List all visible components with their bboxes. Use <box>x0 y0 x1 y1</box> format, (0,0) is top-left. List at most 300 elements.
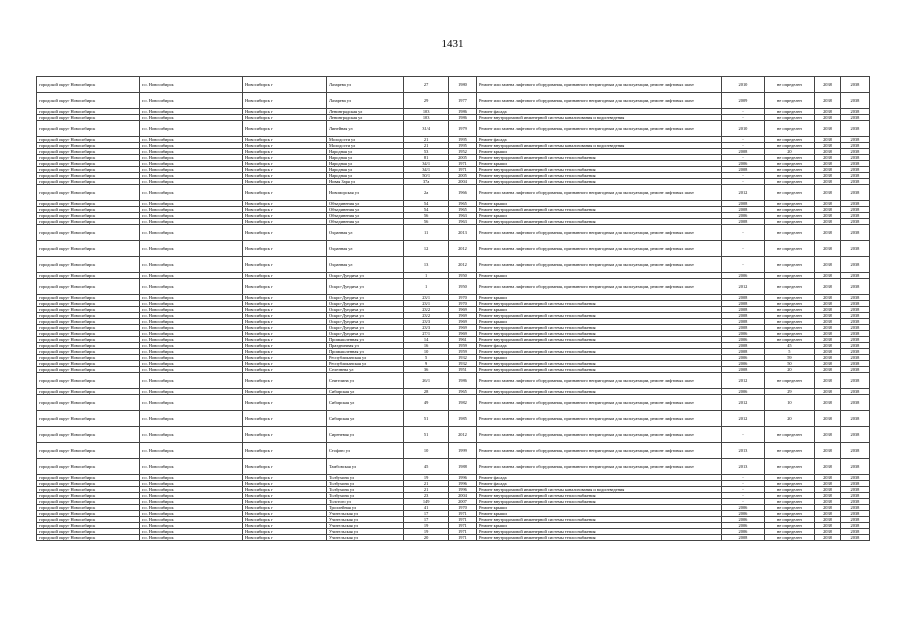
cell-wear-percent: не определен <box>764 523 814 529</box>
cell-plan-end-year: 2038 <box>840 143 869 149</box>
cell-settlement: г.о. Новосибирск <box>140 349 243 355</box>
cell-year-built: 1985 <box>449 411 477 427</box>
cell-house-number: 27 <box>404 77 449 93</box>
cell-last-repair-year: 2008 <box>722 149 765 155</box>
cell-year-built: 1969 <box>449 313 477 319</box>
cell-city: Новосибирск г <box>243 201 327 207</box>
cell-city: Новосибирск г <box>243 279 327 295</box>
cell-city: Новосибирск г <box>243 535 327 541</box>
cell-street: Толбухина ул <box>326 481 403 487</box>
cell-last-repair-year: - <box>722 487 765 493</box>
cell-city: Новосибирск г <box>243 313 327 319</box>
cell-street: Толбухина ул <box>326 487 403 493</box>
cell-street: Учительская ул <box>326 517 403 523</box>
cell-work-type: Ремонт внутридомовой инженерной системы теплоснабжения <box>476 219 721 225</box>
cell-plan-start-year: 2038 <box>815 337 841 343</box>
cell-house-number: 54 <box>404 207 449 213</box>
cell-city: Новосибирск г <box>243 307 327 313</box>
cell-plan-start-year: 2038 <box>815 395 841 411</box>
cell-plan-end-year: 2038 <box>840 343 869 349</box>
cell-wear-percent: не определен <box>764 373 814 389</box>
cell-year-built: 1971 <box>449 167 477 173</box>
cell-wear-percent: не определен <box>764 201 814 207</box>
cell-city: Новосибирск г <box>243 343 327 349</box>
cell-plan-end-year: 2038 <box>840 349 869 355</box>
cell-city: Новосибирск г <box>243 511 327 517</box>
cell-street: Учительская ул <box>326 523 403 529</box>
cell-settlement: г.о. Новосибирск <box>140 411 243 427</box>
cell-settlement: г.о. Новосибирск <box>140 493 243 499</box>
cell-street: Селезнева ул <box>326 367 403 373</box>
cell-wear-percent: 29 <box>764 389 814 395</box>
cell-last-repair-year: 2008 <box>722 167 765 173</box>
cell-street: Праздничная ул <box>326 343 403 349</box>
cell-wear-percent: не определен <box>764 115 814 121</box>
cell-city: Новосибирск г <box>243 487 327 493</box>
cell-municipality: городской округ Новосибирск <box>37 505 140 511</box>
cell-wear-percent: не определен <box>764 295 814 301</box>
cell-settlement: г.о. Новосибирск <box>140 373 243 389</box>
cell-house-number: 23/1 <box>404 295 449 301</box>
cell-house-number: 103 <box>404 115 449 121</box>
cell-plan-start-year: 2038 <box>815 219 841 225</box>
cell-year-built: 2013 <box>449 225 477 241</box>
cell-house-number: 149 <box>404 499 449 505</box>
cell-work-type: Ремонт внутридомовой инженерной системы канализования и водоотведения <box>476 143 721 149</box>
cell-house-number: 21 <box>404 143 449 149</box>
cell-year-built: 1988 <box>449 459 477 475</box>
cell-last-repair-year: 2008 <box>722 207 765 213</box>
cell-house-number: 21 <box>404 137 449 143</box>
cell-plan-end-year: 2038 <box>840 93 869 109</box>
cell-plan-start-year: 2038 <box>815 499 841 505</box>
cell-municipality: городской округ Новосибирск <box>37 301 140 307</box>
cell-city: Новосибирск г <box>243 389 327 395</box>
cell-plan-start-year: 2038 <box>815 201 841 207</box>
cell-city: Новосибирск г <box>243 443 327 459</box>
cell-settlement: г.о. Новосибирск <box>140 511 243 517</box>
cell-settlement: г.о. Новосибирск <box>140 143 243 149</box>
cell-plan-end-year: 2038 <box>840 179 869 185</box>
capital-repair-table <box>36 76 870 541</box>
cell-house-number: 23/3 <box>404 319 449 325</box>
cell-plan-start-year: 2038 <box>815 493 841 499</box>
cell-year-built: 1971 <box>449 535 477 541</box>
cell-year-built: 1971 <box>449 517 477 523</box>
cell-plan-start-year: 2038 <box>815 475 841 481</box>
cell-year-built: 1950 <box>449 279 477 295</box>
cell-wear-percent: не определен <box>764 529 814 535</box>
cell-plan-end-year: 2038 <box>840 121 869 137</box>
cell-plan-end-year: 2038 <box>840 487 869 493</box>
cell-year-built: 2005 <box>449 155 477 161</box>
cell-street: Народная ул <box>326 155 403 161</box>
cell-plan-end-year: 2038 <box>840 257 869 273</box>
cell-plan-end-year: 2038 <box>840 219 869 225</box>
table-row <box>37 395 870 411</box>
cell-work-type: Ремонт или замена лифтового оборудования, признанного непригодным для эксплуатации, ремонт лифтовых шахт <box>476 241 721 257</box>
cell-street: Линейная ул <box>326 121 403 137</box>
cell-municipality: городской округ Новосибирск <box>37 161 140 167</box>
cell-municipality: городской округ Новосибирск <box>37 349 140 355</box>
cell-work-type: Ремонт внутридомовой инженерной системы теплоснабжения <box>476 337 721 343</box>
cell-house-number: 51 <box>404 411 449 427</box>
cell-plan-start-year: 2038 <box>815 173 841 179</box>
table-row <box>37 443 870 459</box>
cell-last-repair-year: - <box>722 241 765 257</box>
cell-year-built: 1963 <box>449 219 477 225</box>
cell-settlement: г.о. Новосибирск <box>140 149 243 155</box>
cell-last-repair-year: 2006 <box>722 161 765 167</box>
cell-plan-end-year: 2038 <box>840 201 869 207</box>
cell-settlement: г.о. Новосибирск <box>140 241 243 257</box>
cell-work-type: Ремонт крыши <box>476 355 721 361</box>
cell-city: Новосибирск г <box>243 355 327 361</box>
cell-city: Новосибирск г <box>243 349 327 355</box>
cell-house-number: 31/4 <box>404 121 449 137</box>
cell-plan-start-year: 2038 <box>815 167 841 173</box>
cell-plan-end-year: 2038 <box>840 77 869 93</box>
cell-plan-start-year: 2038 <box>815 313 841 319</box>
cell-settlement: г.о. Новосибирск <box>140 443 243 459</box>
cell-last-repair-year: 2006 <box>722 505 765 511</box>
cell-settlement: г.о. Новосибирск <box>140 337 243 343</box>
cell-work-type: Ремонт или замена лифтового оборудования, признанного непригодным для эксплуатации, ремонт лифтовых шахт <box>476 443 721 459</box>
table-row <box>37 279 870 295</box>
table-row <box>37 241 870 257</box>
cell-wear-percent: не определен <box>764 481 814 487</box>
cell-plan-start-year: 2038 <box>815 185 841 201</box>
cell-wear-percent: не определен <box>764 427 814 443</box>
cell-year-built: 1950 <box>449 273 477 279</box>
cell-municipality: городской округ Новосибирск <box>37 493 140 499</box>
cell-year-built: 2005 <box>449 173 477 179</box>
cell-plan-start-year: 2038 <box>815 273 841 279</box>
cell-work-type: Ремонт или замена лифтового оборудования, признанного непригодным для эксплуатации, ремонт лифтовых шахт <box>476 427 721 443</box>
cell-last-repair-year: - <box>722 225 765 241</box>
cell-work-type: Ремонт внутридомовой инженерной системы теплоснабжения <box>476 207 721 213</box>
cell-work-type: Ремонт внутридомовой инженерной системы теплоснабжения <box>476 367 721 373</box>
cell-house-number: 51 <box>404 427 449 443</box>
cell-municipality: городской округ Новосибирск <box>37 517 140 523</box>
cell-city: Новосибирск г <box>243 77 327 93</box>
cell-city: Новосибирск г <box>243 185 327 201</box>
cell-wear-percent: не определен <box>764 109 814 115</box>
cell-city: Новосибирск г <box>243 257 327 273</box>
cell-municipality: городской округ Новосибирск <box>37 343 140 349</box>
cell-city: Новосибирск г <box>243 155 327 161</box>
cell-plan-start-year: 2038 <box>815 295 841 301</box>
cell-year-built: 1980 <box>449 77 477 93</box>
cell-wear-percent: не определен <box>764 173 814 179</box>
cell-year-built: 1977 <box>449 93 477 109</box>
cell-plan-start-year: 2038 <box>815 307 841 313</box>
cell-plan-end-year: 2038 <box>840 395 869 411</box>
cell-municipality: городской округ Новосибирск <box>37 257 140 273</box>
cell-wear-percent: не определен <box>764 331 814 337</box>
cell-city: Новосибирск г <box>243 493 327 499</box>
cell-street: Народная ул <box>326 167 403 173</box>
cell-last-repair-year: 2006 <box>722 337 765 343</box>
cell-last-repair-year: 2008 <box>722 319 765 325</box>
cell-plan-end-year: 2038 <box>840 511 869 517</box>
cell-plan-end-year: 2038 <box>840 367 869 373</box>
cell-settlement: г.о. Новосибирск <box>140 313 243 319</box>
cell-municipality: городской округ Новосибирск <box>37 389 140 395</box>
cell-plan-end-year: 2038 <box>840 155 869 161</box>
cell-plan-end-year: 2038 <box>840 499 869 505</box>
cell-last-repair-year: 2006 <box>722 523 765 529</box>
cell-wear-percent: не определен <box>764 161 814 167</box>
cell-municipality: городской округ Новосибирск <box>37 319 140 325</box>
cell-plan-end-year: 2038 <box>840 295 869 301</box>
cell-work-type: Ремонт внутридомовой инженерной системы теплоснабжения <box>476 301 721 307</box>
cell-city: Новосибирск г <box>243 173 327 179</box>
cell-work-type: Ремонт или замена лифтового оборудования, признанного непригодным для эксплуатации, ремонт лифтовых шахт <box>476 225 721 241</box>
cell-street: Новая Заря ул <box>326 179 403 185</box>
cell-work-type: Ремонт крыши <box>476 201 721 207</box>
cell-last-repair-year: 2006 <box>722 389 765 395</box>
cell-house-number: 26/1 <box>404 373 449 389</box>
cell-municipality: городской округ Новосибирск <box>37 225 140 241</box>
cell-last-repair-year: - <box>722 109 765 115</box>
cell-work-type: Ремонт крыши <box>476 307 721 313</box>
cell-house-number: 9 <box>404 361 449 367</box>
cell-plan-start-year: 2038 <box>815 301 841 307</box>
cell-municipality: городской округ Новосибирск <box>37 109 140 115</box>
cell-street: Оскро-Дундича ул <box>326 307 403 313</box>
cell-wear-percent: не определен <box>764 313 814 319</box>
cell-city: Новосибирск г <box>243 149 327 155</box>
cell-plan-start-year: 2038 <box>815 355 841 361</box>
cell-last-repair-year: 2012 <box>722 373 765 389</box>
cell-work-type: Ремонт фасада <box>476 475 721 481</box>
cell-house-number: 23/2 <box>404 307 449 313</box>
cell-work-type: Ремонт внутридомовой инженерной системы теплоснабжения <box>476 389 721 395</box>
cell-last-repair-year: 2008 <box>722 349 765 355</box>
cell-year-built: 1995 <box>449 137 477 143</box>
cell-city: Новосибирск г <box>243 529 327 535</box>
cell-municipality: городской округ Новосибирск <box>37 307 140 313</box>
cell-year-built: 1963 <box>449 213 477 219</box>
cell-plan-end-year: 2038 <box>840 185 869 201</box>
cell-house-number: 37а <box>404 179 449 185</box>
cell-settlement: г.о. Новосибирск <box>140 207 243 213</box>
cell-house-number: 41 <box>404 505 449 511</box>
cell-municipality: городской округ Новосибирск <box>37 313 140 319</box>
cell-plan-end-year: 2038 <box>840 517 869 523</box>
cell-city: Новосибирск г <box>243 395 327 411</box>
cell-street: Промышленная ул <box>326 337 403 343</box>
cell-work-type: Ремонт внутридомовой инженерной системы теплоснабжения <box>476 167 721 173</box>
cell-work-type: Ремонт крыши <box>476 319 721 325</box>
cell-city: Новосибирск г <box>243 115 327 121</box>
cell-city: Новосибирск г <box>243 219 327 225</box>
cell-plan-end-year: 2038 <box>840 137 869 143</box>
cell-plan-end-year: 2038 <box>840 389 869 395</box>
cell-house-number: 23/3 <box>404 325 449 331</box>
cell-plan-end-year: 2038 <box>840 475 869 481</box>
cell-street: Оскро-Дундича ул <box>326 273 403 279</box>
cell-settlement: г.о. Новосибирск <box>140 213 243 219</box>
cell-last-repair-year: 2006 <box>722 511 765 517</box>
cell-plan-end-year: 2038 <box>840 355 869 361</box>
cell-settlement: г.о. Новосибирск <box>140 535 243 541</box>
cell-plan-start-year: 2038 <box>815 517 841 523</box>
cell-house-number: 53 <box>404 149 449 155</box>
cell-last-repair-year: - <box>722 115 765 121</box>
cell-wear-percent: не определен <box>764 179 814 185</box>
cell-settlement: г.о. Новосибирск <box>140 395 243 411</box>
cell-wear-percent: не определен <box>764 279 814 295</box>
cell-settlement: г.о. Новосибирск <box>140 529 243 535</box>
cell-municipality: городской округ Новосибирск <box>37 325 140 331</box>
cell-plan-end-year: 2038 <box>840 427 869 443</box>
cell-city: Новосибирск г <box>243 161 327 167</box>
cell-year-built: 1986 <box>449 373 477 389</box>
cell-city: Новосибирск г <box>243 301 327 307</box>
cell-year-built: 1996 <box>449 481 477 487</box>
cell-municipality: городской округ Новосибирск <box>37 443 140 459</box>
cell-plan-start-year: 2038 <box>815 149 841 155</box>
cell-municipality: городской округ Новосибирск <box>37 367 140 373</box>
cell-wear-percent: не определен <box>764 213 814 219</box>
cell-municipality: городской округ Новосибирск <box>37 185 140 201</box>
cell-last-repair-year: 2006 <box>722 213 765 219</box>
cell-work-type: Ремонт внутридомовой инженерной системы канализования и водоотведения <box>476 487 721 493</box>
cell-settlement: г.о. Новосибирск <box>140 475 243 481</box>
cell-house-number: 10 <box>404 349 449 355</box>
cell-settlement: г.о. Новосибирск <box>140 517 243 523</box>
cell-municipality: городской округ Новосибирск <box>37 411 140 427</box>
cell-municipality: городской округ Новосибирск <box>37 93 140 109</box>
cell-settlement: г.о. Новосибирск <box>140 361 243 367</box>
cell-last-repair-year: 2012 <box>722 395 765 411</box>
cell-municipality: городской округ Новосибирск <box>37 241 140 257</box>
cell-house-number: 17 <box>404 511 449 517</box>
cell-wear-percent: не определен <box>764 257 814 273</box>
cell-last-repair-year: 2012 <box>722 411 765 427</box>
cell-street: Охранная ул <box>326 225 403 241</box>
cell-plan-end-year: 2038 <box>840 301 869 307</box>
cell-house-number: 14 <box>404 337 449 343</box>
cell-settlement: г.о. Новосибирск <box>140 77 243 93</box>
cell-last-repair-year: - <box>722 481 765 487</box>
cell-house-number: 1 <box>404 279 449 295</box>
cell-settlement: г.о. Новосибирск <box>140 459 243 475</box>
cell-work-type: Ремонт или замена лифтового оборудования, признанного непригодным для эксплуатации, ремонт лифтовых шахт <box>476 395 721 411</box>
cell-wear-percent: не определен <box>764 241 814 257</box>
cell-last-repair-year: - <box>722 499 765 505</box>
cell-plan-end-year: 2038 <box>840 337 869 343</box>
cell-settlement: г.о. Новосибирск <box>140 173 243 179</box>
cell-last-repair-year: 2008 <box>722 343 765 349</box>
cell-city: Новосибирск г <box>243 137 327 143</box>
cell-wear-percent: не определен <box>764 143 814 149</box>
cell-plan-end-year: 2038 <box>840 279 869 295</box>
cell-work-type: Ремонт внутридомовой инженерной системы теплоснабжения <box>476 349 721 355</box>
table-row <box>37 427 870 443</box>
page-number: 1431 <box>441 38 464 50</box>
cell-plan-start-year: 2038 <box>815 109 841 115</box>
cell-wear-percent: 20 <box>764 149 814 155</box>
cell-last-repair-year: 2010 <box>722 77 765 93</box>
cell-last-repair-year: 2010 <box>722 121 765 137</box>
cell-plan-start-year: 2038 <box>815 179 841 185</box>
cell-work-type: Ремонт внутридомовой инженерной системы канализования и водоотведения <box>476 115 721 121</box>
cell-street: Стофато ул <box>326 443 403 459</box>
cell-wear-percent: не определен <box>764 475 814 481</box>
cell-house-number: 1 <box>404 273 449 279</box>
cell-street: Ленинградская ул <box>326 109 403 115</box>
cell-year-built: 1971 <box>449 529 477 535</box>
cell-city: Новосибирск г <box>243 373 327 389</box>
cell-work-type: Ремонт крыши <box>476 505 721 511</box>
cell-plan-start-year: 2038 <box>815 93 841 109</box>
cell-settlement: г.о. Новосибирск <box>140 481 243 487</box>
cell-settlement: г.о. Новосибирск <box>140 155 243 161</box>
cell-work-type: Ремонт внутридомовой инженерной системы теплоснабжения <box>476 179 721 185</box>
cell-house-number: 19 <box>404 523 449 529</box>
cell-street: Сибирская ул <box>326 411 403 427</box>
cell-street: Сеятелина ул <box>326 373 403 389</box>
cell-house-number: 19 <box>404 529 449 535</box>
cell-work-type: Ремонт внутридомовой инженерной системы теплоснабжения <box>476 529 721 535</box>
cell-plan-start-year: 2038 <box>815 331 841 337</box>
cell-municipality: городской округ Новосибирск <box>37 121 140 137</box>
cell-street: Оскро-Дундича ул <box>326 301 403 307</box>
cell-settlement: г.о. Новосибирск <box>140 499 243 505</box>
cell-year-built: 1961 <box>449 337 477 343</box>
cell-wear-percent: не определен <box>764 301 814 307</box>
cell-work-type: Ремонт фасада <box>476 343 721 349</box>
cell-year-built: 1982 <box>449 395 477 411</box>
cell-city: Новосибирск г <box>243 459 327 475</box>
cell-settlement: г.о. Новосибирск <box>140 109 243 115</box>
cell-municipality: городской округ Новосибирск <box>37 481 140 487</box>
cell-last-repair-year: 2008 <box>722 219 765 225</box>
cell-plan-start-year: 2038 <box>815 343 841 349</box>
cell-street: Учительская ул <box>326 535 403 541</box>
cell-street: Республиканская ул <box>326 355 403 361</box>
cell-street: Учительская ул <box>326 529 403 535</box>
cell-city: Новосибирск г <box>243 295 327 301</box>
cell-street: Объединения ул <box>326 219 403 225</box>
cell-municipality: городской округ Новосибирск <box>37 137 140 143</box>
table-row <box>37 121 870 137</box>
cell-settlement: г.о. Новосибирск <box>140 161 243 167</box>
cell-last-repair-year: 2008 <box>722 313 765 319</box>
cell-settlement: г.о. Новосибирск <box>140 201 243 207</box>
cell-last-repair-year: - <box>722 143 765 149</box>
cell-year-built: 1996 <box>449 487 477 493</box>
cell-city: Новосибирск г <box>243 517 327 523</box>
cell-work-type: Ремонт или замена лифтового оборудования, признанного непригодным для эксплуатации, ремонт лифтовых шахт <box>476 77 721 93</box>
cell-wear-percent: не определен <box>764 511 814 517</box>
cell-plan-start-year: 2038 <box>815 213 841 219</box>
cell-city: Новосибирск г <box>243 325 327 331</box>
cell-city: Новосибирск г <box>243 505 327 511</box>
cell-year-built: 1932 <box>449 361 477 367</box>
cell-city: Новосибирск г <box>243 207 327 213</box>
cell-work-type: Ремонт или замена лифтового оборудования, признанного непригодным для эксплуатации, ремонт лифтовых шахт <box>476 257 721 273</box>
cell-year-built: 1996 <box>449 475 477 481</box>
cell-municipality: городской округ Новосибирск <box>37 167 140 173</box>
cell-last-repair-year: 2006 <box>722 273 765 279</box>
cell-house-number: 103 <box>404 109 449 115</box>
cell-plan-end-year: 2038 <box>840 529 869 535</box>
cell-plan-end-year: 2038 <box>840 207 869 213</box>
